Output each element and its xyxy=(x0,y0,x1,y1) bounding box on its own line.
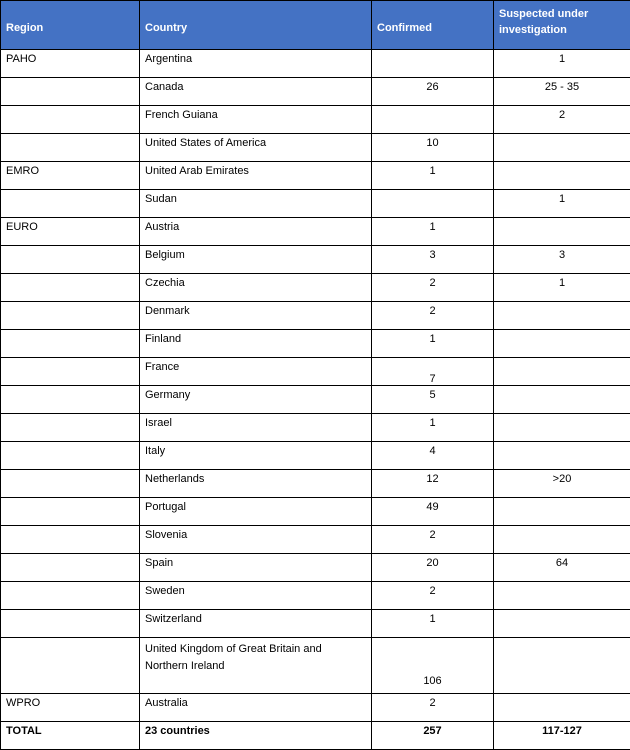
confirmed-cell: 2 xyxy=(372,694,494,722)
region-cell xyxy=(1,358,140,386)
confirmed-cell: 12 xyxy=(372,470,494,498)
region-cell xyxy=(1,330,140,358)
table-row xyxy=(1,330,630,358)
confirmed-cell: 2 xyxy=(372,582,494,610)
suspected-cell: >20 xyxy=(494,470,630,498)
region-cell: EURO xyxy=(1,218,140,246)
confirmed-cell: 3 xyxy=(372,246,494,274)
region-cell xyxy=(1,386,140,414)
table-row xyxy=(1,526,630,554)
suspected-cell xyxy=(494,498,630,526)
country-cell: Switzerland xyxy=(140,610,372,638)
confirmed-cell: 2 xyxy=(372,302,494,330)
country-cell: Belgium xyxy=(140,246,372,274)
country-cell: French Guiana xyxy=(140,106,372,134)
region-cell xyxy=(1,106,140,134)
header-suspected: Suspected under investigation xyxy=(494,1,630,50)
confirmed-cell: 4 xyxy=(372,442,494,470)
country-cell: Israel xyxy=(140,414,372,442)
country-cell: Portugal xyxy=(140,498,372,526)
table-row xyxy=(1,554,630,582)
total-confirmed-cell: 257 xyxy=(372,722,494,750)
table-row xyxy=(1,386,630,414)
region-cell xyxy=(1,246,140,274)
region-cell: WPRO xyxy=(1,694,140,722)
table-row xyxy=(1,610,630,638)
region-cell xyxy=(1,302,140,330)
region-cell xyxy=(1,134,140,162)
table-row xyxy=(1,470,630,498)
suspected-cell xyxy=(494,302,630,330)
suspected-cell xyxy=(494,638,630,694)
suspected-cell xyxy=(494,526,630,554)
suspected-cell: 1 xyxy=(494,190,630,218)
country-cell: Spain xyxy=(140,554,372,582)
suspected-cell xyxy=(494,610,630,638)
confirmed-cell: 106 xyxy=(372,638,494,694)
confirmed-cell xyxy=(372,106,494,134)
confirmed-cell: 1 xyxy=(372,414,494,442)
confirmed-cell: 2 xyxy=(372,526,494,554)
suspected-cell: 2 xyxy=(494,106,630,134)
country-cell: Finland xyxy=(140,330,372,358)
region-cell xyxy=(1,442,140,470)
table-row xyxy=(1,358,630,386)
table-row xyxy=(1,162,630,190)
confirmed-cell: 20 xyxy=(372,554,494,582)
region-cell xyxy=(1,554,140,582)
country-cell: Germany xyxy=(140,386,372,414)
country-cell: Australia xyxy=(140,694,372,722)
table-row xyxy=(1,638,630,694)
country-cell: Czechia xyxy=(140,274,372,302)
confirmed-cell: 10 xyxy=(372,134,494,162)
confirmed-cell: 49 xyxy=(372,498,494,526)
confirmed-cell: 7 xyxy=(372,358,494,386)
country-cell: Canada xyxy=(140,78,372,106)
suspected-cell xyxy=(494,694,630,722)
country-cell: United Arab Emirates xyxy=(140,162,372,190)
region-cell: PAHO xyxy=(1,50,140,78)
country-cell: Slovenia xyxy=(140,526,372,554)
country-cell: United Kingdom of Great Britain and Northern Ireland xyxy=(140,638,372,694)
confirmed-cell: 1 xyxy=(372,218,494,246)
table-row xyxy=(1,218,630,246)
suspected-cell xyxy=(494,330,630,358)
region-cell: EMRO xyxy=(1,162,140,190)
header-row xyxy=(1,1,630,50)
country-cell: France xyxy=(140,358,372,386)
region-cell xyxy=(1,274,140,302)
total-region-cell: TOTAL xyxy=(1,722,140,750)
table-row xyxy=(1,414,630,442)
confirmed-cell: 5 xyxy=(372,386,494,414)
region-cell xyxy=(1,470,140,498)
country-cell: United States of America xyxy=(140,134,372,162)
country-cell: Sudan xyxy=(140,190,372,218)
suspected-cell xyxy=(494,442,630,470)
table-row xyxy=(1,302,630,330)
table-row xyxy=(1,274,630,302)
suspected-cell xyxy=(494,218,630,246)
confirmed-cell: 26 xyxy=(372,78,494,106)
suspected-cell: 3 xyxy=(494,246,630,274)
suspected-cell xyxy=(494,414,630,442)
suspected-cell: 1 xyxy=(494,274,630,302)
suspected-cell: 25 - 35 xyxy=(494,78,630,106)
confirmed-cell xyxy=(372,50,494,78)
header-region: Region xyxy=(1,1,140,50)
confirmed-cell: 1 xyxy=(372,330,494,358)
region-cell xyxy=(1,414,140,442)
confirmed-cell: 2 xyxy=(372,274,494,302)
confirmed-cell: 1 xyxy=(372,162,494,190)
region-cell xyxy=(1,190,140,218)
table-row xyxy=(1,246,630,274)
suspected-cell xyxy=(494,358,630,386)
region-cell xyxy=(1,78,140,106)
total-suspected-cell: 117-127 xyxy=(494,722,630,750)
table-row xyxy=(1,134,630,162)
table-row xyxy=(1,694,630,722)
confirmed-cell xyxy=(372,190,494,218)
header-country: Country xyxy=(140,1,372,50)
suspected-cell xyxy=(494,386,630,414)
table-row xyxy=(1,498,630,526)
country-cell: Sweden xyxy=(140,582,372,610)
total-country-cell: 23 countries xyxy=(140,722,372,750)
table-row xyxy=(1,106,630,134)
suspected-cell: 64 xyxy=(494,554,630,582)
table-row xyxy=(1,442,630,470)
country-cell: Denmark xyxy=(140,302,372,330)
total-row xyxy=(1,722,630,750)
suspected-cell xyxy=(494,162,630,190)
suspected-cell xyxy=(494,134,630,162)
table-row xyxy=(1,190,630,218)
table-row xyxy=(1,50,630,78)
header-confirmed: Confirmed xyxy=(372,1,494,50)
region-cell xyxy=(1,582,140,610)
country-cell: Austria xyxy=(140,218,372,246)
suspected-cell xyxy=(494,582,630,610)
suspected-cell: 1 xyxy=(494,50,630,78)
region-cell xyxy=(1,610,140,638)
region-cell xyxy=(1,638,140,694)
confirmed-cell: 1 xyxy=(372,610,494,638)
region-cell xyxy=(1,498,140,526)
table-row xyxy=(1,78,630,106)
country-cell: Netherlands xyxy=(140,470,372,498)
country-cell: Argentina xyxy=(140,50,372,78)
country-cell: Italy xyxy=(140,442,372,470)
region-cell xyxy=(1,526,140,554)
table-row xyxy=(1,582,630,610)
